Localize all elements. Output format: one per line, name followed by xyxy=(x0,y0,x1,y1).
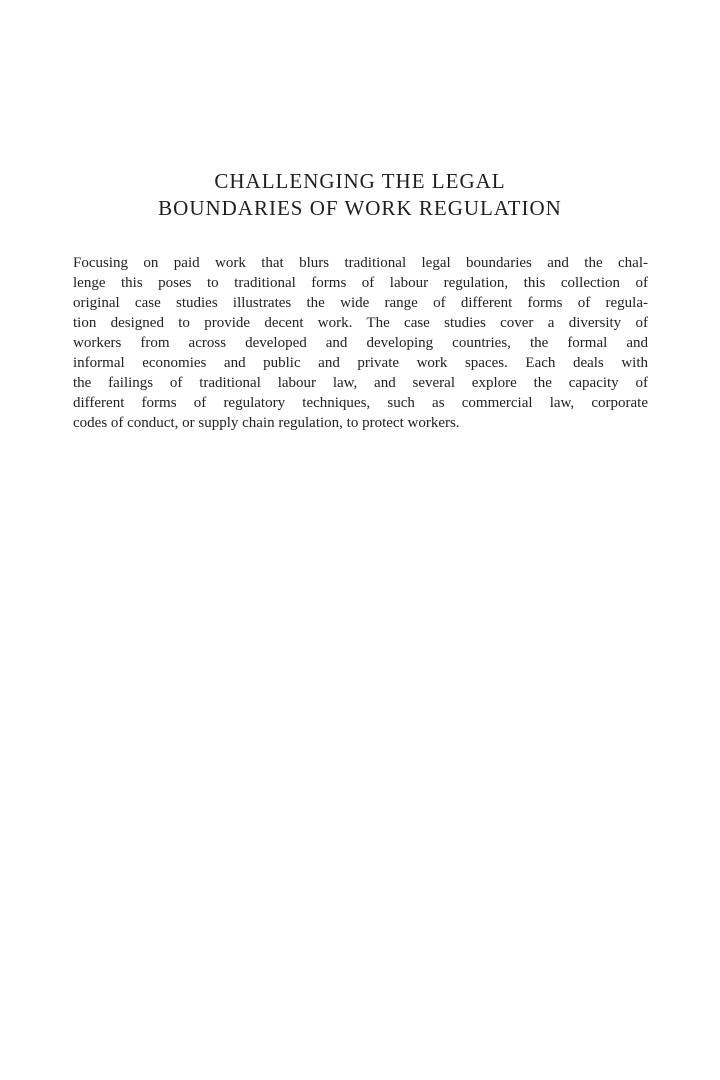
paragraph-line: lenge this poses to traditional forms of labour regulation, this collection of xyxy=(73,275,648,291)
paragraph-line: original case studies illustrates the wide range of different forms of regula- xyxy=(73,295,648,311)
paragraph-line: codes of conduct, or supply chain regulation, to protect workers. xyxy=(73,415,460,431)
paragraph-line: informal economies and public and private work spaces. Each deals with xyxy=(73,355,648,371)
paragraph-line: the failings of traditional labour law, and several explore the capacity of xyxy=(73,375,648,391)
blurb-paragraph xyxy=(73,253,648,433)
page-title xyxy=(72,168,648,222)
paragraph-line: different forms of regulatory techniques, such as commercial law, corporate xyxy=(73,395,648,411)
paragraph-line: Focusing on paid work that blurs traditional legal boundaries and the chal- xyxy=(73,255,648,271)
paragraph-line: tion designed to provide decent work. The case studies cover a diversity of xyxy=(73,315,648,331)
paragraph-line: workers from across developed and developing countries, the formal and xyxy=(73,335,648,351)
page-title-line-1: CHALLENGING THE LEGAL xyxy=(214,169,506,193)
page-title-line-2: BOUNDARIES OF WORK REGULATION xyxy=(158,196,562,220)
